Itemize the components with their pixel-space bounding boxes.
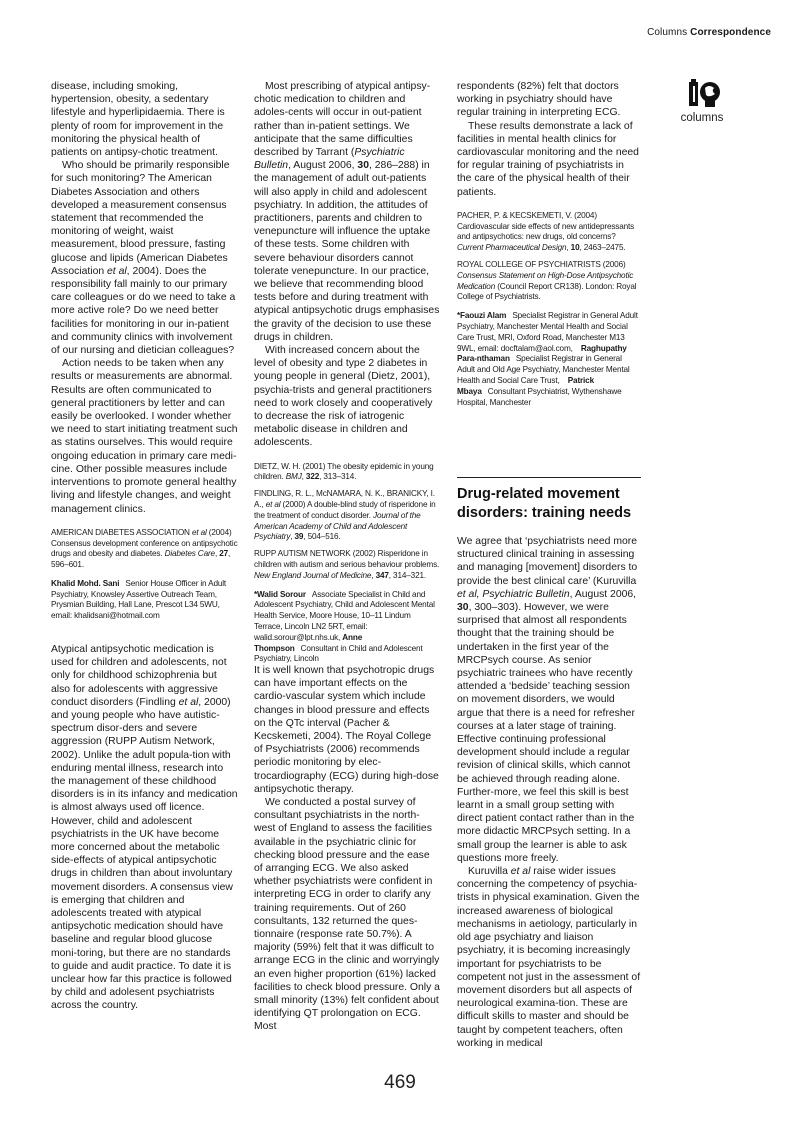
c2-references <box>254 462 440 582</box>
header-subsection: Correspondence <box>690 27 771 38</box>
c1-paragraph-1: disease, including smoking, hypertension, obesity, a sedentary lifestyle and hyperlipidaemia. There is plenty of room for improvement in the monitoring the physical health of patients on antipsy-chotic treatment. <box>51 81 225 159</box>
reference-rupp: RUPP AUTISM NETWORK (2002) Risperidone in children with autism and serious behaviour problems. New England Journal of Medicine, 347, 314–321. <box>254 549 440 580</box>
reference-findling: FINDLING, R. L., McNAMARA, N. K., BRANICKY, I. A., et al (2000) A double-blind study of risperidone in the treatment of conduct disorder. Journal of the American Academy of Child and Adolescent Psychiatry, 39, 504–516. <box>254 489 436 542</box>
column-1-top <box>51 80 238 622</box>
column-1-bottom <box>51 643 238 1013</box>
column-2-bottom <box>254 664 440 1034</box>
section-rule <box>457 477 641 478</box>
reference-dietz: DIETZ, W. H. (2001) The obesity epidemic in young children. BMJ, 322, 313–314. <box>254 461 434 482</box>
c2-letter3-p1: It is well known that psychotropic drugs can have important effects on the cardio-vascular system which include changes in blood pressure and effects on the QTc interval (Pacher & Kecskemeti, 2004). The Royal College of Psychiatrists (2006) recommends periodic monitoring by elec-trocardiography (ECG) during high-dose antipsychotic therapy. <box>254 665 439 795</box>
column-3-top <box>457 80 641 408</box>
author-sani: Khalid Mohd. Sani Senior House Officer in Adult Psychiatry, Knowsley Assertive Outreach Team, Prysmian Building, Hall Lane, Prescot L34 5WU, email: khalidsani@hotmail.com <box>51 578 227 621</box>
c3-paragraph-2: These results demonstrate a lack of facilities in mental health clinics for cardiovascular monitoring and the need for regular training of psychiatrists in the care of the physical health of their patients. <box>457 120 639 198</box>
reference-pacher: PACHER, P. & KECSKEMETI, V. (2004) Cardiovascular side effects of new antidepressants and antipsychotics: new drugs, old concerns? Current Pharmaceutical Design, 10, 2463–2475. <box>457 210 635 253</box>
column-3-bottom <box>457 477 641 1050</box>
reference-rcpsych: ROYAL COLLEGE OF PSYCHIATRISTS (2006) Consensus Statement on High-Dose Antipsychotic Medication (Council Report CR138). London: Royal College of Psychiatrists. <box>457 260 637 302</box>
author-sorour: *Walid Sorour Associate Specialist in Child and Adolescent Psychiatry, Child and Adolescent Mental Health Service, Moore House, 10–11 Lindum Terrace, Lincoln LN2 5RT, email: walid.sorour@lpt.nhs.uk, Anne Thompson Consultant in Child and Adolescent Psychiatry, Lincoln <box>254 589 435 664</box>
column-2-top <box>254 80 440 665</box>
c3-section-p2: Kuruvilla et al raise wider issues concerning the competency of psychia-trists in physical examination. Given the increased awareness of biological mechanisms in aetiology, particularly in old age psychiatry and liaison psychiatry, it is becoming increasingly important for psychiatrists to be competent not just in the assessment of movement disorders but all aspects of neurological examina-tion. These are difficult skills to master and should be taught by competent teachers, often working in medical <box>457 866 641 1049</box>
c2-paragraph-1: Most prescribing of atypical antipsy-chotic medication to children and adoles-cents will occur in out-patient rather than in-patient settings. We anticipate that the same difficulties described by Tarrant (Psychiatric Bulletin, August 2006, 30, 286–288) in the management of adult out-patients will also apply in child and adolescent psychiatry. In addition, the attitudes of practitioners, parents and children to venepuncture will influence the uptake of these tests. Some children with severe behaviour disorders cannot tolerate venepuncture. In our practice, we believe that recommending blood tests before and during treatment with atypical antipsychotic drugs emphasises the gravity of the decision to use these drugs in children. <box>254 81 440 343</box>
c3-references <box>457 211 641 303</box>
running-header <box>647 27 771 38</box>
page-number: 469 <box>384 1072 416 1093</box>
c3-paragraph-1: respondents (82%) felt that doctors working in psychiatry should have regular training in interpreting ECG. <box>457 81 621 119</box>
columns-logo-label: columns <box>680 112 724 124</box>
section-title: Drug-related movement disorders: training needs <box>457 486 632 521</box>
c1-paragraph-3: Action needs to be taken when any results or measurements are abnormal. Results are often communicated to general practitioners by letter and can easily be overlooked. I wonder whether we need to start initiating treatment such as statins ourselves. This would require ongoing education in primary care medi-cine. Other possible measures include interventions to promote general healthy living and lifestyle changes, and weight management clinics. <box>51 358 238 515</box>
c1-paragraph-2: Who should be primarily responsible for such monitoring? The American Diabetes Association and others developed a measurement consensus statement that recommended the monitoring of weight, waist measurement, blood pressure, fasting glucose and lipids (American Diabetes Association et al, 2004). Does the responsibility fall mainly to our primary care colleagues or do we need to take a more active role? Do we need better facilities for monitoring in our in-patient and community clinics with involvement of our nursing and dietician colleagues? <box>51 160 236 357</box>
c1-letter2: Atypical antipsychotic medication is used for children and adolescents, not only for childhood schizophrenia but also for adolescents with aggressive conduct disorders (Findling et al, 2000) and young people who have autistic-spectrum disor-ders and severe aggression (RUPP Autism Network, 2002). Unlike the adult popula-tion with enduring mental illness, research into the management of these childhood disorders is in its infancy and medication is almost always used off licence. However, child and adolescent psychiatrists in the UK have become more concerned about the metabolic side-effects of atypical antipsychotic drugs in children than about involuntary movement disorders. A consensus view is emerging that children and adolescents treated with atypical antipsychotic medication should have baseline and regular blood glucose moni-toring, but there are no standards to guide and audit practice. To date it is unclear how far this practice is followed by child and adolesent psychiatrists across the country. <box>51 644 238 1012</box>
c2-paragraph-2: With increased concern about the level of obesity and type 2 diabetes in young people in general (Dietz, 2001), psychia-trists and general practitioners need to work closely and cooperatively to decrease the risk of iatrogenic metabolic disease in children and adolescents. <box>254 345 433 449</box>
reference-ada: AMERICAN DIABETES ASSOCIATION et al (2004) Consensus development conference on antipsychotic drugs and obesity and diabetes. Diabetes Care, 27, 596–601. <box>51 527 238 570</box>
c3-section-p1: We agree that ‘psychiatrists need more structured clinical training in assessing and managing [movement] disorders to provide the best clinical care’ (Kuruvilla et al, Psychiatric Bulletin, August 2006, 30, 300–303). However, we were surprised that almost all respondents thought that the training should be undertaken in the first year of the MRCPsych course. As senior psychiatric trainees who have recently attended a ‘bedside’ teaching session on movement disorders, we would argue that there is a need for refresher courses at a later stage of training. Effective continuing professional development should include a regular revision of clinical skills, which cannot be achieved through reading alone. Further-more, we feel this skill is best learnt in a small group setting with direct patient contact rather than in the more didactic MRCPsych setting. In a small group the learner is able to ask questions more freely. <box>457 536 638 864</box>
author-alam: *Faouzi Alam Specialist Registrar in General Adult Psychiatry, Manchester Mental Health and Social Care Trust, MRI, Oxford Road, Manchester M13 9WL, email: docftalam@aol.com, Raghupathy Para-nthaman Specialist Registrar in General Adult and Old Age Psychiatry, Manchester Mental Health and Social Care Trust, Patrick Mbaya Consultant Psychiatrist, Wythenshawe Hospital, Manchester <box>457 311 638 407</box>
columns-logo-icon <box>683 78 723 110</box>
c1-references <box>51 528 238 571</box>
header-section: Columns <box>647 27 688 38</box>
c2-letter3-p2: We conducted a postal survey of consultant psychiatrists in the north-west of England to assess the facilities available in the psychiatric clinic for checking blood pressure and the ease of arranging ECG. We also asked whether psychiatrists were confident in interpreting ECG in order to clarify any training requirements. Out of 260 consultants, 132 returned the ques-tionnaire (response rate 50.7%). A majority (59%) felt that it was difficult to arrange ECG in the clinic and worryingly an even higher proportion (61%) lacked facilities to check blood pressure. Only a small minority (13%) felt confident about identifying QT prolongation on ECG. Most <box>254 797 440 1033</box>
